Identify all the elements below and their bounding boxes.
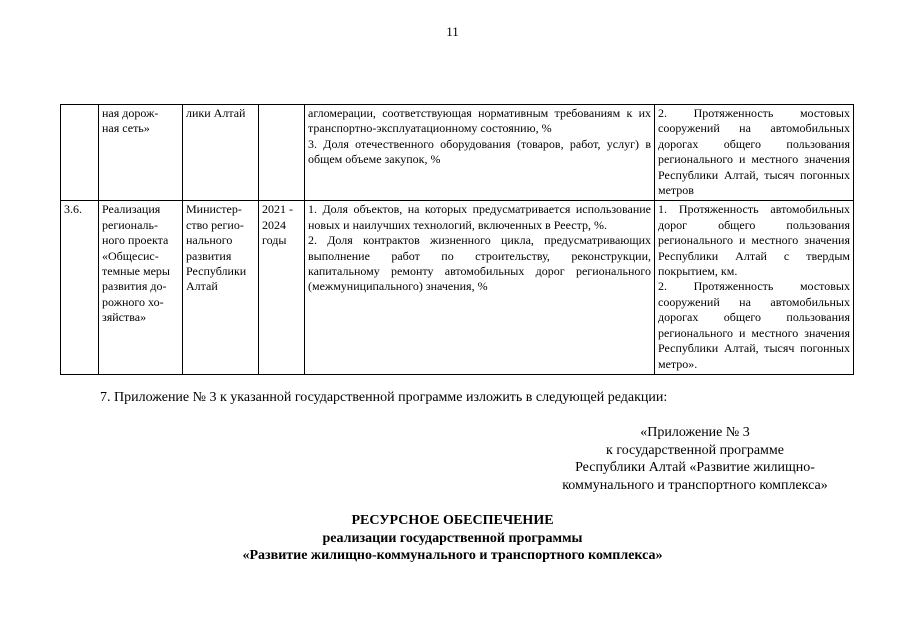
- appendix-line: «Приложение № 3: [640, 425, 750, 440]
- cell-project-name: [99, 105, 183, 201]
- cell-period: [259, 105, 305, 201]
- cell-executor: [183, 201, 259, 374]
- cell-executor-line: Республики: [186, 264, 247, 279]
- cell-executor-line: лики Алтай: [186, 106, 246, 120]
- cell-project-name-line: ного проекта: [102, 233, 169, 248]
- cell-project-name-line: Реализация: [102, 202, 161, 217]
- heading-program-name: «Развитие жилищно-коммунального и транспортного комплекса»: [242, 548, 663, 563]
- table-body: [61, 105, 854, 375]
- cell-project-name: [99, 201, 183, 374]
- heading-title: РЕСУРСНОЕ ОБЕСПЕЧЕНИЕ: [351, 513, 554, 528]
- cell-project-name-line: рожного хо-: [102, 294, 164, 309]
- cell-executor: [183, 105, 259, 201]
- heading-subtitle: реализации государственной программы: [322, 530, 583, 546]
- cell-executor-line: нального: [186, 233, 233, 248]
- table-row: [61, 105, 854, 201]
- cell-project-name-line: ная дорож-: [102, 106, 159, 120]
- cell-period-line: 2021 -: [262, 202, 293, 217]
- cell-project-name-line: развития до-: [102, 279, 167, 294]
- cell-executor-line: Министер-: [186, 202, 242, 217]
- amendment-paragraph: 7. Приложение № 3 к указанной государственной программе изложить в следующей редакции:: [100, 390, 668, 405]
- cell-indicators: [305, 105, 655, 201]
- cell-results-line: 2. Протяженность мостовых сооружений на автомобильных дорогах общего пользования регионального и местного значения Республики Алтай, тысяч погонных метро».: [658, 279, 850, 371]
- cell-period-line: годы: [262, 233, 287, 248]
- cell-period-line: 2024: [262, 217, 286, 232]
- cell-executor-line: ство регио-: [186, 217, 244, 232]
- cell-indicators: [305, 201, 655, 374]
- cell-indicators-line: агломерации, соответствующая нормативным требованиям к их транспортно-эксплуатационному состоянию, %: [308, 106, 651, 136]
- cell-indicators-line: 2. Доля контрактов жизненного цикла, предусматривающих выполнение работ по строительству, реконструкции, капитальному ремонту автомобильных дорог регионального (межмуниципального) значения, %: [308, 233, 651, 294]
- cell-number: 3.6.: [61, 201, 99, 374]
- appendix-line: к государственной программе: [606, 442, 784, 458]
- cell-indicators-line: 3. Доля отечественного оборудования (товаров, работ, услуг) в общем объеме закупок, %: [308, 136, 651, 167]
- cell-project-name-line: зяйства»: [102, 310, 147, 325]
- cell-executor-line: Алтай: [186, 279, 218, 294]
- appendix-reference: [545, 424, 845, 494]
- cell-indicators-line: 1. Доля объектов, на которых предусматривается использование новых и наилучших технологий, включенных в Реестр, %.: [308, 202, 651, 232]
- cell-project-name-line: ная сеть»: [102, 121, 150, 136]
- programme-table: [60, 104, 854, 375]
- cell-results-line: 2. Протяженность мостовых сооружений на автомобильных дорогах общего пользования регионального и местного значения Республики Алтай, тысяч погонных метров: [658, 106, 850, 198]
- cell-results: [655, 201, 854, 374]
- appendix-line: коммунального и транспортного комплекса»: [562, 477, 828, 493]
- cell-executor-line: развития: [186, 248, 232, 263]
- cell-results: [655, 105, 854, 201]
- page-number: 11: [446, 24, 459, 39]
- appendix-line: Республики Алтай «Развитие жилищно-: [575, 460, 815, 475]
- section-heading: [0, 512, 905, 565]
- cell-project-name-line: «Общесис-: [102, 248, 159, 263]
- cell-number: [61, 105, 99, 201]
- cell-project-name-line: темные меры: [102, 264, 170, 279]
- cell-results-line: 1. Протяженность автомобильных дорог общего пользования регионального и местного значения Республики Алтай с твердым покрытием, км.: [658, 202, 850, 279]
- cell-period: [259, 201, 305, 374]
- table-row: [61, 201, 854, 374]
- cell-project-name-line: региональ-: [102, 217, 158, 232]
